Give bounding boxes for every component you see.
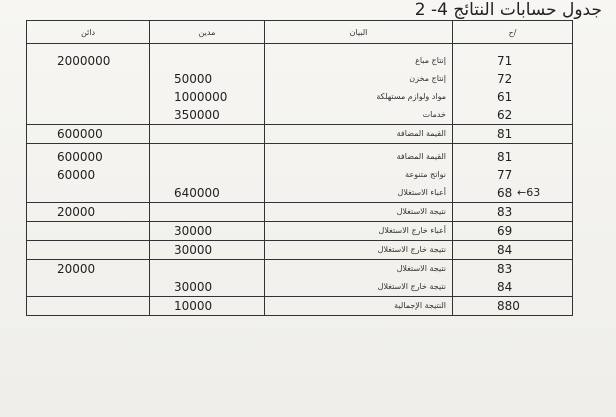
credit-cell	[27, 241, 150, 260]
account-cell	[453, 125, 573, 144]
account-cell	[453, 203, 573, 222]
credit-value	[27, 241, 149, 259]
desc-value	[265, 166, 452, 184]
table-heading	[415, 0, 602, 20]
desc-text: إنتاج مخزن	[409, 74, 446, 83]
description-cell	[265, 241, 453, 260]
debit-text: 30000	[174, 243, 213, 257]
debit-value	[150, 241, 264, 259]
credit-value	[27, 184, 149, 202]
desc-value	[265, 70, 452, 88]
debit-text: 50000	[174, 72, 213, 86]
account-column-header: ح/	[453, 21, 573, 44]
debit-cell	[150, 144, 265, 203]
description-cell	[265, 297, 453, 316]
debit-value	[150, 88, 264, 106]
credit-text: 20000	[57, 205, 96, 219]
debit-cell	[150, 260, 265, 297]
acct-value	[453, 166, 572, 184]
acct-text: 83	[497, 205, 513, 219]
acct-text: 68	[497, 186, 513, 200]
debit-value	[150, 297, 264, 315]
debit-cell	[150, 297, 265, 316]
debit-cell	[150, 44, 265, 125]
desc-text: نواتج متنوعة	[405, 170, 446, 179]
heading-number: 2 -4	[414, 0, 448, 20]
debit-value	[150, 166, 264, 184]
results-accounts-table	[26, 20, 573, 316]
credit-text: 2000000	[57, 54, 111, 68]
acct-value	[453, 52, 572, 70]
acct-text: 61	[497, 90, 513, 104]
account-cell	[453, 297, 573, 316]
credit-value	[27, 297, 149, 315]
desc-text: أعباء الاستغلال	[397, 188, 446, 197]
credit-value	[27, 52, 149, 70]
acct-value	[453, 88, 572, 106]
credit-text: 600000	[57, 127, 103, 141]
credit-value	[27, 125, 149, 143]
desc-value	[265, 241, 452, 259]
desc-text: نتيجة خارج الاستغلال	[377, 245, 446, 254]
credit-cell	[27, 144, 150, 203]
credit-value	[27, 278, 149, 296]
debit-cell	[150, 222, 265, 241]
acct-value	[453, 241, 572, 259]
debit-text: 640000	[174, 186, 220, 200]
credit-value	[27, 148, 149, 166]
debit-text: 30000	[174, 224, 213, 238]
desc-value	[265, 203, 452, 221]
credit-value	[27, 70, 149, 88]
debit-value	[150, 184, 264, 202]
debit-text: 30000	[174, 280, 213, 294]
table-header-row	[27, 21, 573, 44]
heading-title: جدول حسابات النتائج	[453, 0, 602, 20]
acct-text: 81	[497, 150, 513, 164]
credit-text: 20000	[57, 262, 96, 276]
acct-value	[453, 70, 572, 88]
credit-text: 60000	[57, 168, 96, 182]
desc-value	[265, 222, 452, 240]
desc-text: إنتاج مباع	[415, 56, 446, 65]
desc-value	[265, 297, 452, 315]
acct-value	[453, 106, 572, 124]
desc-value	[265, 184, 452, 202]
debit-cell	[150, 203, 265, 222]
desc-value	[265, 125, 452, 143]
description-cell	[265, 260, 453, 297]
desc-text: أعباء خارج الاستغلال	[378, 226, 446, 235]
table-section-row	[27, 144, 573, 203]
desc-value	[265, 52, 452, 70]
debit-text: 1000000	[174, 90, 228, 104]
desc-text: القيمة المضافة	[396, 152, 446, 161]
credit-cell	[27, 260, 150, 297]
acct-text: 84	[497, 243, 513, 257]
description-cell	[265, 44, 453, 125]
acct-text: 69	[497, 224, 513, 238]
credit-cell	[27, 44, 150, 125]
acct-value	[453, 125, 572, 143]
acct-text: 81	[497, 127, 513, 141]
desc-text: خدمات	[422, 110, 446, 119]
desc-text: نتيجة الاستغلال	[396, 264, 446, 273]
description-cell	[265, 144, 453, 203]
arrow-annotation: ←63	[517, 186, 541, 199]
description-cell	[265, 222, 453, 241]
table-section-row	[27, 125, 573, 144]
desc-value	[265, 260, 452, 278]
debit-value	[150, 203, 264, 221]
debit-value	[150, 70, 264, 88]
debit-text: 10000	[174, 299, 213, 313]
credit-value	[27, 260, 149, 278]
account-cell	[453, 222, 573, 241]
desc-text: مواد ولوازم مستهلكة	[376, 92, 446, 101]
credit-cell	[27, 297, 150, 316]
credit-cell	[27, 203, 150, 222]
desc-value	[265, 148, 452, 166]
acct-value	[453, 260, 572, 278]
debit-value	[150, 52, 264, 70]
desc-text: نتيجة خارج الاستغلال	[377, 282, 446, 291]
desc-value	[265, 88, 452, 106]
acct-value	[453, 297, 572, 315]
debit-value	[150, 278, 264, 296]
account-cell	[453, 44, 573, 125]
table-section-row	[27, 203, 573, 222]
desc-value	[265, 106, 452, 124]
desc-text: نتيجة الاستغلال	[396, 207, 446, 216]
acct-text: 72	[497, 72, 513, 86]
account-cell	[453, 260, 573, 297]
credit-text: 600000	[57, 150, 103, 164]
debit-column-header: مدين	[150, 21, 265, 44]
description-cell	[265, 125, 453, 144]
acct-value	[453, 184, 572, 202]
debit-value	[150, 222, 264, 240]
acct-text: 71	[497, 54, 513, 68]
account-cell	[453, 144, 573, 203]
credit-value	[27, 203, 149, 221]
debit-value	[150, 125, 264, 143]
debit-cell	[150, 125, 265, 144]
credit-value	[27, 222, 149, 240]
acct-text: 84	[497, 280, 513, 294]
acct-text: 62	[497, 108, 513, 122]
debit-value	[150, 148, 264, 166]
table-section-row	[27, 222, 573, 241]
credit-value	[27, 106, 149, 124]
table-section-row	[27, 297, 573, 316]
credit-cell	[27, 222, 150, 241]
table-section-row	[27, 44, 573, 125]
acct-value	[453, 203, 572, 221]
description-column-header: البيان	[265, 21, 453, 44]
debit-cell	[150, 241, 265, 260]
acct-text: 77	[497, 168, 513, 182]
desc-text: القيمة المضافة	[396, 129, 446, 138]
table-section-row	[27, 260, 573, 297]
acct-text: 83	[497, 262, 513, 276]
table-body	[27, 44, 573, 316]
desc-text: النتيجة الإجمالية	[394, 301, 446, 310]
desc-value	[265, 278, 452, 296]
table-section-row	[27, 241, 573, 260]
account-cell	[453, 241, 573, 260]
credit-column-header: دائن	[27, 21, 150, 44]
acct-value	[453, 148, 572, 166]
credit-value	[27, 88, 149, 106]
debit-value	[150, 106, 264, 124]
debit-value	[150, 260, 264, 278]
acct-text: 880	[497, 299, 520, 313]
credit-value	[27, 166, 149, 184]
credit-cell	[27, 125, 150, 144]
debit-text: 350000	[174, 108, 220, 122]
acct-value	[453, 278, 572, 296]
description-cell	[265, 203, 453, 222]
acct-value	[453, 222, 572, 240]
